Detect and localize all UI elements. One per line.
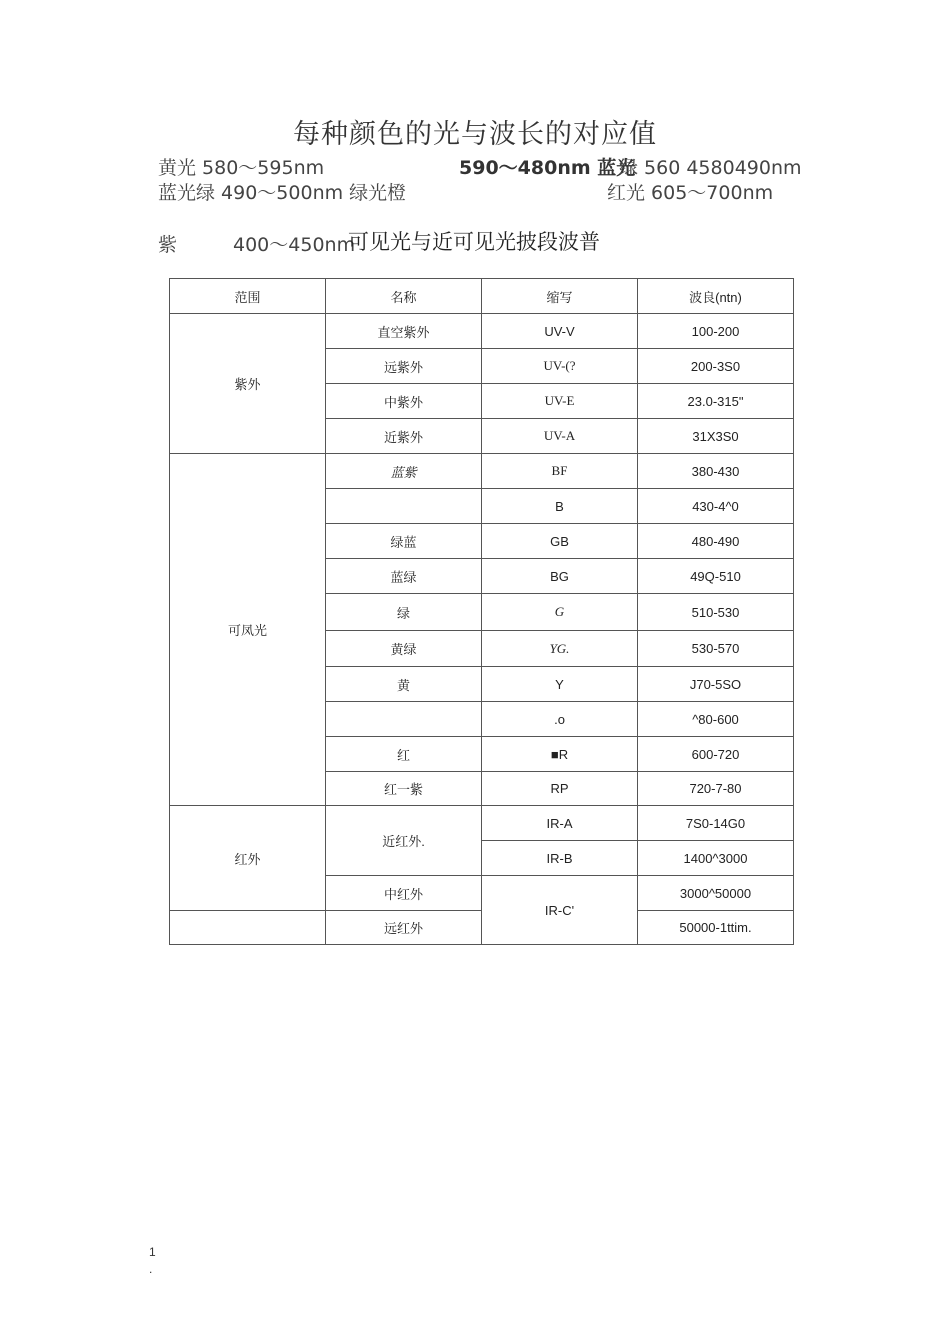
table-header-row bbox=[170, 279, 794, 314]
cell-range: 480-490 bbox=[638, 524, 794, 559]
cell-range: 3000^50000 bbox=[638, 876, 794, 911]
page-number: 1 bbox=[149, 1245, 156, 1259]
text-violet-range: 400～450nm bbox=[233, 234, 356, 256]
cell-abbr: UV-(? bbox=[482, 349, 638, 384]
cell-name: 远紫外 bbox=[326, 349, 482, 384]
cell-name: 蓝紫 bbox=[326, 454, 482, 489]
wavelength-table bbox=[169, 278, 794, 945]
cell-range: 23.0-315" bbox=[638, 384, 794, 419]
cell-range: 530-570 bbox=[638, 631, 794, 667]
cell-name: 中紫外 bbox=[326, 384, 482, 419]
text-blue-light-overlap: 590～480nm 蓝光 bbox=[459, 157, 636, 179]
cell-abbr: BF bbox=[482, 454, 638, 489]
cell-range: 1400^3000 bbox=[638, 841, 794, 876]
table-title: 可见光与近可见光披段波普 bbox=[348, 230, 600, 254]
cell-abbr: G bbox=[482, 594, 638, 631]
cell-abbr: IR-B bbox=[482, 841, 638, 876]
cell-abbr: RP bbox=[482, 772, 638, 806]
cell-name: 红一紫 bbox=[326, 772, 482, 806]
cell-name: 近红外. bbox=[326, 806, 482, 876]
cell-range: 50000-1ttim. bbox=[638, 911, 794, 945]
table-row bbox=[170, 806, 794, 841]
cell-name bbox=[326, 489, 482, 524]
cell-name: 黄 bbox=[326, 667, 482, 702]
text-green-light: 绿 560 4580490nm bbox=[619, 157, 802, 179]
cell-abbr: YG. bbox=[482, 631, 638, 667]
cell-range: 510-530 bbox=[638, 594, 794, 631]
cell-abbr: UV-A bbox=[482, 419, 638, 454]
cell-range: J70-5SO bbox=[638, 667, 794, 702]
cell-range: ^80-600 bbox=[638, 702, 794, 737]
group-visible: 可凤光 bbox=[170, 454, 326, 806]
text-violet-label: 紫 bbox=[158, 234, 178, 256]
header-name: 名称 bbox=[326, 279, 482, 314]
cell-range: 100-200 bbox=[638, 314, 794, 349]
cell-range: 600-720 bbox=[638, 737, 794, 772]
group-uv: 紫外 bbox=[170, 314, 326, 454]
text-yellow-light: 黄光 580～595nm bbox=[158, 157, 325, 179]
cell-range: 31X3S0 bbox=[638, 419, 794, 454]
cell-range: 380-430 bbox=[638, 454, 794, 489]
cell-abbr: UV-V bbox=[482, 314, 638, 349]
cell-range: 430-4^0 bbox=[638, 489, 794, 524]
text-red-light: 红光 605～700nm bbox=[607, 182, 774, 204]
cell-name bbox=[326, 702, 482, 737]
cell-abbr: UV-E bbox=[482, 384, 638, 419]
header-wavelength: 波良(ntn) bbox=[638, 279, 794, 314]
cell-name: 中红外 bbox=[326, 876, 482, 911]
table-row bbox=[170, 454, 794, 489]
cell-range: 200-3S0 bbox=[638, 349, 794, 384]
cell-name: 远红外 bbox=[326, 911, 482, 945]
page-title: 每种颜色的光与波长的对应值 bbox=[293, 119, 657, 150]
cell-abbr: IR-C' bbox=[482, 876, 638, 945]
page-dot: . bbox=[149, 1262, 153, 1276]
cell-name: 绿 bbox=[326, 594, 482, 631]
cell-name: 蓝绿 bbox=[326, 559, 482, 594]
cell-abbr: GB bbox=[482, 524, 638, 559]
cell-empty-group bbox=[170, 911, 326, 945]
cell-abbr: Y bbox=[482, 667, 638, 702]
text-blue-green-light: 蓝光绿 490～500nm 绿光橙 bbox=[158, 182, 407, 204]
cell-name: 黄绿 bbox=[326, 631, 482, 667]
table-row bbox=[170, 314, 794, 349]
cell-abbr: IR-A bbox=[482, 806, 638, 841]
cell-name: 近紫外 bbox=[326, 419, 482, 454]
cell-range: 7S0-14G0 bbox=[638, 806, 794, 841]
cell-name: 红 bbox=[326, 737, 482, 772]
cell-name: 绿蓝 bbox=[326, 524, 482, 559]
cell-range: 720-7-80 bbox=[638, 772, 794, 806]
cell-abbr: B bbox=[482, 489, 638, 524]
group-ir: 红外 bbox=[170, 806, 326, 911]
cell-name: 直空紫外 bbox=[326, 314, 482, 349]
cell-abbr: ■R bbox=[482, 737, 638, 772]
cell-abbr: BG bbox=[482, 559, 638, 594]
header-range: 范围 bbox=[170, 279, 326, 314]
header-abbr: 缩写 bbox=[482, 279, 638, 314]
cell-abbr: .o bbox=[482, 702, 638, 737]
cell-range: 49Q-510 bbox=[638, 559, 794, 594]
